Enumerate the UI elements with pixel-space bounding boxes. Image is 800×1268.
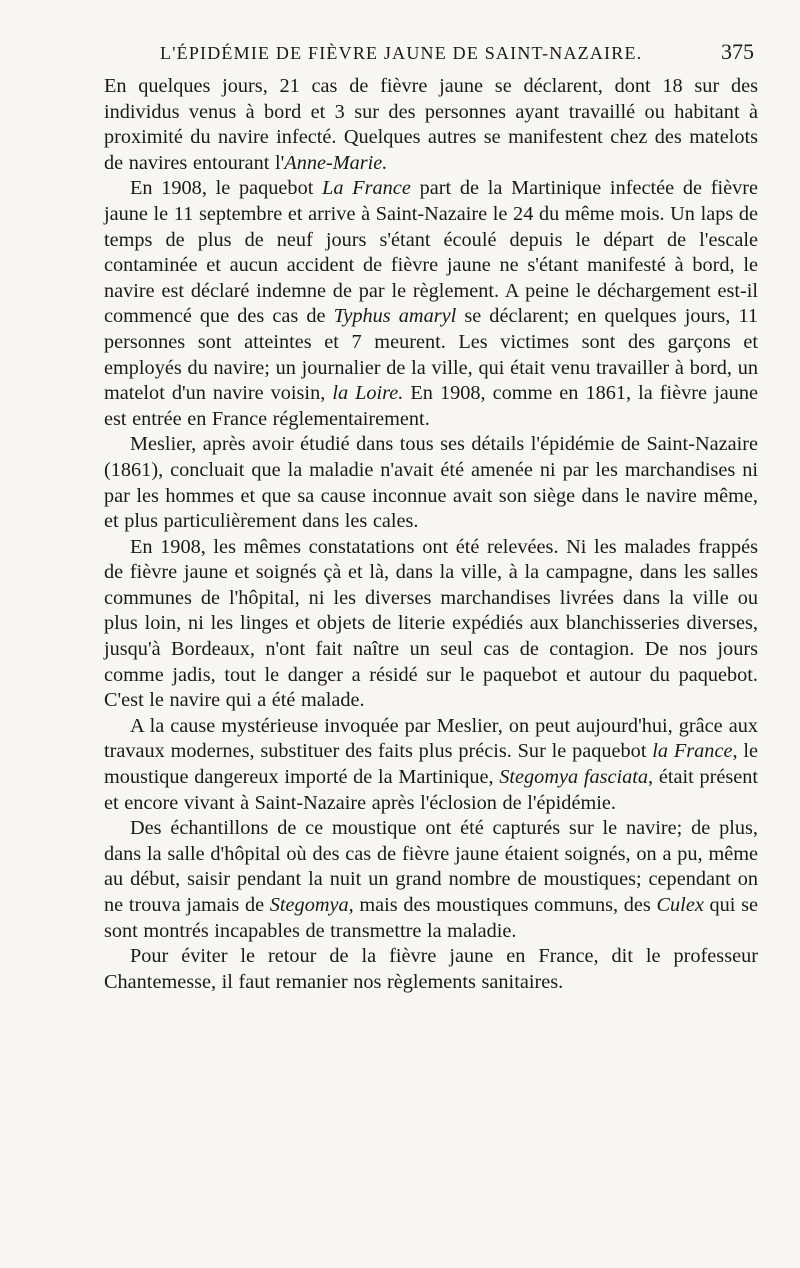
- species-name: Stegomya fasciata: [499, 766, 649, 789]
- text-run: En quelques jours, 21 cas de fièvre jaune se déclarent, dont 18 sur des individus venus à bord et 3 sur des personnes ayant travaillé ou habitant à proximité du navire infecté. Quelques autres se manifestent chez des matelots de navires entourant l': [104, 75, 758, 174]
- text-run: , le moustique dangereux importé de la Martinique,: [104, 740, 758, 789]
- species-name: Culex: [656, 894, 704, 916]
- text-run: , était présent et encore vivant à Saint-Nazaire après l'éclosion de l'épidémie.: [104, 766, 759, 814]
- text-run: se déclarent; en quelques jours, 11 personnes sont atteintes et 7 meurent. Les victimes sont des garçons et employés du navire; un journalier de la ville, qui était venu travailler à bord, un matelot d'un navire voisin,: [104, 305, 758, 405]
- ship-name: la France: [652, 740, 733, 763]
- ship-name: la Loire.: [332, 382, 404, 405]
- text-run: part de la Martinique infectée de fièvre jaune le 11 septembre et arrive à Saint-Nazaire le 24 du même mois. Un laps de temps de plus de neuf jours s'étant écoulé depuis le départ de l'escale contaminée et aucun accident de fièvre jaune ne s'étant manifesté à bord, le navire est déclaré indemne de par le règlement. A peine le déchargement est-il commencé que des cas de: [104, 177, 759, 328]
- text-run: qui se sont montrés incapables de transmettre la maladie.: [104, 894, 759, 942]
- running-title: L'ÉPIDÉMIE DE FIÈVRE JAUNE DE SAINT-NAZAIRE.: [160, 43, 643, 63]
- paragraph-7: [104, 944, 758, 995]
- species-name: Stegomya: [269, 894, 349, 916]
- disease-name: Typhus amaryl: [333, 305, 457, 328]
- text-run: , mais des moustiques communs, des: [348, 894, 657, 916]
- paragraph-4: [104, 535, 758, 714]
- paragraph-5: [104, 714, 758, 816]
- running-head: [160, 36, 758, 68]
- paragraph-2: [104, 176, 758, 432]
- text-run: Des échantillons de ce moustique ont été capturés sur le navire; de plus, dans la salle d'hôpital où des cas de fièvre jaune étaient soignés, on a pu, même au début, saisir pendant la nuit un grand nombre de moustiques; cependant on ne trouva jamais de: [104, 817, 758, 916]
- ship-name: La France: [322, 177, 411, 200]
- text-run: Meslier, après avoir étudié dans tous ses détails l'épidémie de Saint-Nazaire (1861), concluait que la maladie n'avait été amenée ni par les marchandises ni par les hommes et que sa cause inconnue avait son siège dans le navire même, et plus particulièrement dans les cales.: [104, 433, 758, 533]
- paragraph-6: [104, 816, 758, 944]
- text-run: En 1908, le paquebot: [130, 177, 323, 200]
- text-run: Pour éviter le retour de la fièvre jaune en France, dit le professeur Chantemesse, il faut remanier nos règlements sanitaires.: [104, 945, 758, 993]
- text-run: En 1908, les mêmes constatations ont été relevées. Ni les malades frappés de fièvre jaune et soignés çà et là, dans la ville, à la campagne, dans les salles communes de l'hôpital, ni les diverses marchandises livrées dans la ville ou plus loin, ni les linges et objets de literie expédiés aux blanchisseries diverses, jusqu'à Bordeaux, n'ont fait naître un seul cas de contagion. De nos jours comme jadis, tout le danger a résidé sur le paquebot et autour du paquebot. C'est le navire qui a été malade.: [104, 535, 758, 712]
- body-text: [104, 74, 758, 995]
- paragraph-3: [104, 432, 758, 534]
- ship-name: Anne-Marie.: [284, 151, 388, 174]
- paragraph-1: [104, 74, 758, 176]
- text-run: En 1908, comme en 1861, la fièvre jaune est entrée en France réglementairement.: [104, 382, 758, 430]
- page-number: 375: [721, 39, 754, 64]
- text-run: A la cause mystérieuse invoquée par Meslier, on peut aujourd'hui, grâce aux travaux modernes, substituer des faits plus précis. Sur le paquebot: [104, 714, 758, 763]
